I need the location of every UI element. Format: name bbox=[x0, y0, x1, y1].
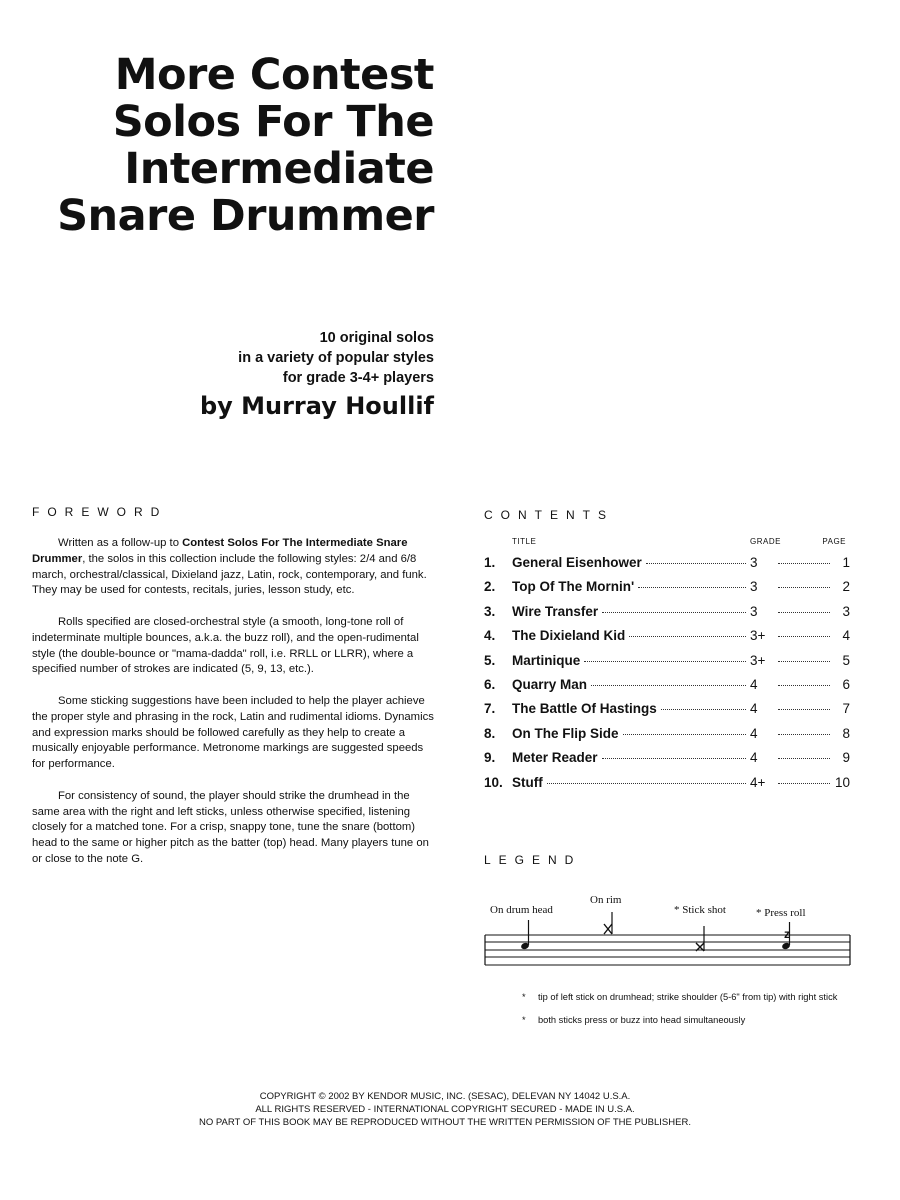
item-title: Martinique bbox=[512, 652, 581, 668]
author: by Murray Houllif bbox=[199, 392, 434, 420]
item-number: 4. bbox=[484, 628, 496, 644]
copyright-line: COPYRIGHT © 2002 BY KENDOR MUSIC, INC. (SESAC), DELEVAN NY 14042 U.S.A. bbox=[259, 1091, 631, 1102]
subtitle-line: in a variety of popular styles bbox=[238, 350, 434, 366]
dot-leader bbox=[661, 709, 746, 710]
subtitle-line: 10 original solos bbox=[319, 330, 434, 346]
foreword-paragraph: Some sticking suggestions have been included to help the player achieve the proper style and phrasing in the rock, Latin and rudimental idioms. Dynamics and expression marks should be followed carefully as they help to create a musically enjoyable performance. Metronome markings are suggested speeds for performance. bbox=[32, 694, 434, 771]
item-grade: 3 bbox=[750, 603, 758, 619]
stick-shot-note-icon bbox=[696, 926, 704, 951]
copyright-line: NO PART OF THIS BOOK MAY BE REPRODUCED WITHOUT THE WRITTEN PERMISSION OF THE PUBLISHER. bbox=[199, 1117, 691, 1128]
item-number: 8. bbox=[484, 725, 496, 741]
item-grade: 3 bbox=[750, 579, 758, 595]
legend-label-text: Stick shot bbox=[682, 904, 726, 916]
contents-item[interactable] bbox=[484, 701, 850, 725]
dot-leader bbox=[778, 636, 830, 637]
contents-list bbox=[484, 555, 850, 799]
legend-label-drum-head: On drum head bbox=[490, 904, 553, 916]
press-roll-note-icon bbox=[781, 922, 791, 950]
item-page: 2 bbox=[842, 579, 850, 595]
item-grade: 4 bbox=[750, 676, 758, 692]
dot-leader bbox=[591, 685, 746, 686]
contents-item[interactable] bbox=[484, 628, 850, 652]
dot-leader bbox=[778, 587, 830, 588]
item-number: 2. bbox=[484, 579, 496, 595]
dot-leader bbox=[778, 685, 830, 686]
item-page: 7 bbox=[842, 701, 850, 717]
legend-notes bbox=[522, 990, 862, 1036]
item-page: 1 bbox=[842, 555, 850, 570]
legend-note-text: tip of left stick on drumhead; strike shoulder (5-6" from tip) with right stick bbox=[538, 992, 838, 1002]
copyright-line: ALL RIGHTS RESERVED - INTERNATIONAL COPYRIGHT SECURED - MADE IN U.S.A. bbox=[255, 1104, 635, 1115]
foreword-paragraph: For consistency of sound, the player should strike the drumhead in the same area with the right and left sticks, unless otherwise specified, listening closely for a matched tone. For a crisp, snappy tone, tune the snare (bottom) head to the same or higher pitch as the batter (top) head. Many players tune on or close to the note G. bbox=[32, 789, 429, 865]
item-number: 6. bbox=[484, 676, 496, 692]
item-grade: 4 bbox=[750, 701, 758, 717]
contents-item[interactable] bbox=[484, 555, 850, 579]
item-grade: 3+ bbox=[750, 652, 766, 668]
foreword-heading: FOREWORD bbox=[32, 505, 168, 519]
foreword-book-ref: Contest Solos For The Intermediate Snare Drummer bbox=[32, 537, 408, 565]
item-page: 3 bbox=[842, 603, 850, 619]
legend-label-text: Press roll bbox=[764, 907, 806, 919]
item-number: 5. bbox=[484, 652, 496, 668]
item-number: 7. bbox=[484, 701, 496, 717]
dot-leader bbox=[602, 612, 746, 613]
contents-item[interactable] bbox=[484, 775, 850, 799]
column-title: TITLE bbox=[512, 537, 537, 546]
item-title: The Dixieland Kid bbox=[512, 628, 626, 644]
book-title bbox=[57, 52, 434, 240]
item-page: 9 bbox=[842, 750, 850, 766]
dot-leader bbox=[638, 587, 746, 588]
dot-leader bbox=[778, 612, 830, 613]
dot-leader bbox=[602, 758, 746, 759]
dot-leader bbox=[778, 709, 830, 710]
item-number: 1. bbox=[484, 555, 496, 570]
percussion-staff bbox=[480, 890, 860, 970]
foreword-paragraph bbox=[32, 536, 437, 599]
asterisk-icon: * bbox=[674, 904, 683, 916]
item-title: Quarry Man bbox=[512, 676, 588, 692]
dot-leader bbox=[584, 661, 746, 662]
dot-leader bbox=[623, 734, 746, 735]
item-page: 4 bbox=[842, 628, 850, 644]
contents-heading: CONTENTS bbox=[484, 508, 614, 522]
contents-item[interactable] bbox=[484, 677, 850, 701]
item-grade: 3+ bbox=[750, 628, 766, 644]
legend-note bbox=[522, 1013, 862, 1027]
item-title: The Battle Of Hastings bbox=[512, 701, 657, 717]
foreword-paragraph: Rolls specified are closed-orchestral style (a smooth, long-tone roll of indeterminate multiple bounces, a.k.a. the buzz roll), and the open-rudimental style (the double-bounce or "mama-dadda" roll, i.e. RRLL or LLRR), where a specified number of strokes are indicated (5, 9, 13, etc.). bbox=[32, 615, 419, 676]
item-number: 10. bbox=[484, 774, 503, 790]
column-page: PAGE bbox=[822, 537, 846, 546]
dot-leader bbox=[778, 758, 830, 759]
item-grade: 3 bbox=[750, 555, 758, 570]
item-grade: 4 bbox=[750, 725, 758, 741]
foreword-text: Written as a follow-up to bbox=[58, 537, 183, 549]
legend-heading: LEGEND bbox=[484, 853, 582, 867]
contents-item[interactable] bbox=[484, 726, 850, 750]
dot-leader bbox=[646, 563, 746, 564]
dot-leader bbox=[547, 783, 746, 784]
legend-staff bbox=[480, 890, 860, 970]
contents-column-headers bbox=[484, 537, 850, 549]
asterisk-icon: * bbox=[522, 1015, 526, 1025]
title-line: Snare Drummer bbox=[57, 191, 434, 241]
title-line: Solos For The bbox=[112, 97, 434, 147]
legend-note bbox=[522, 990, 862, 1004]
contents-item[interactable] bbox=[484, 604, 850, 628]
contents-item[interactable] bbox=[484, 750, 850, 774]
title-line: Intermediate bbox=[124, 144, 434, 194]
dot-leader bbox=[778, 563, 830, 564]
item-page: 8 bbox=[842, 725, 850, 741]
item-title: Meter Reader bbox=[512, 750, 598, 766]
item-number: 9. bbox=[484, 750, 496, 766]
item-page: 5 bbox=[842, 652, 850, 668]
item-grade: 4+ bbox=[750, 774, 766, 790]
item-number: 3. bbox=[484, 603, 496, 619]
dot-leader bbox=[778, 783, 830, 784]
rim-note-icon bbox=[604, 912, 612, 934]
item-title: Stuff bbox=[512, 774, 543, 790]
asterisk-icon: * bbox=[522, 992, 526, 1002]
item-title: General Eisenhower bbox=[512, 555, 642, 570]
item-title: Top Of The Mornin' bbox=[512, 579, 635, 595]
column-grade: GRADE bbox=[750, 537, 781, 546]
legend-label-rim: On rim bbox=[590, 894, 622, 906]
asterisk-icon: * bbox=[756, 907, 765, 919]
item-grade: 4 bbox=[750, 750, 758, 766]
dot-leader bbox=[629, 636, 746, 637]
foreword-text: , the solos in this collection include the following styles: 2/4 and 6/8 march, orchestral/classical, Dixieland jazz, Latin, rock, contemporary, and funk. They may be used for contests, recitals, juries, lesson study, etc. bbox=[32, 552, 427, 597]
contents-item[interactable] bbox=[484, 579, 850, 603]
contents-item[interactable] bbox=[484, 653, 850, 677]
legend-note-text: both sticks press or buzz into head simultaneously bbox=[538, 1015, 746, 1025]
subtitle-line: for grade 3-4+ players bbox=[282, 370, 434, 386]
title-line: More Contest bbox=[114, 50, 434, 100]
svg-text:z: z bbox=[784, 927, 790, 941]
subtitle bbox=[238, 328, 434, 388]
dot-leader bbox=[778, 734, 830, 735]
dot-leader bbox=[778, 661, 830, 662]
copyright-notice bbox=[0, 1090, 890, 1129]
foreword-body bbox=[32, 536, 437, 884]
item-page: 10 bbox=[834, 774, 850, 790]
item-title: On The Flip Side bbox=[512, 725, 619, 741]
item-title: Wire Transfer bbox=[512, 603, 599, 619]
item-page: 6 bbox=[842, 676, 850, 692]
